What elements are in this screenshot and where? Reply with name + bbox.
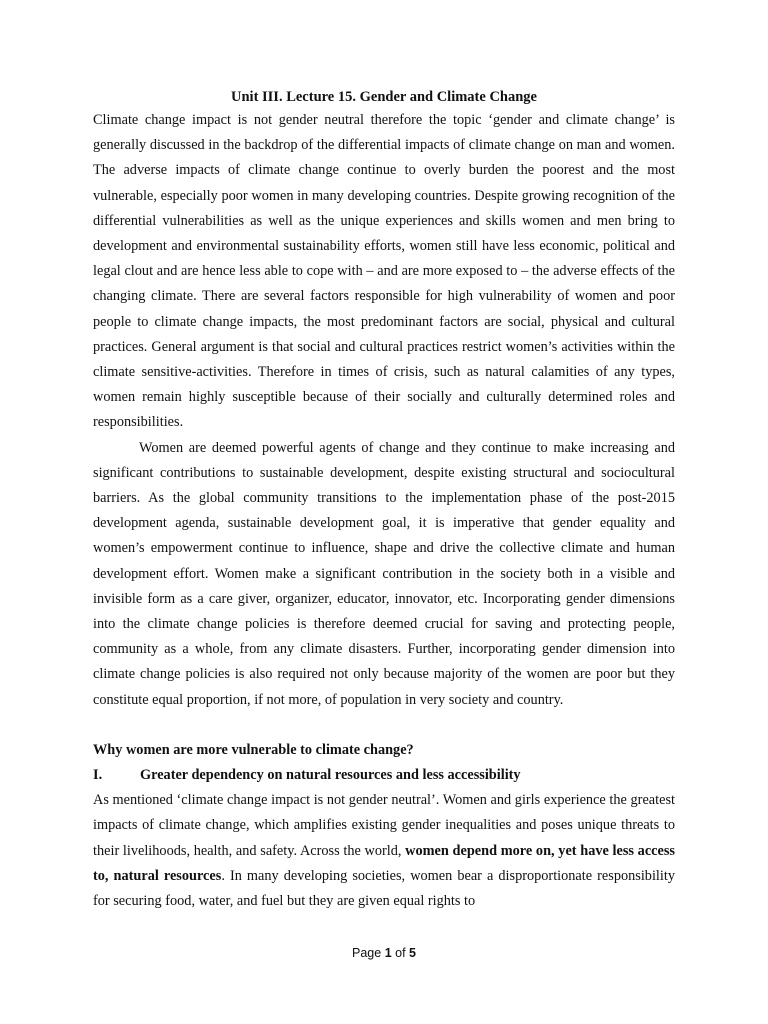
subsection-heading bbox=[93, 763, 675, 788]
section-heading: Why women are more vulnerable to climate change? bbox=[93, 741, 414, 758]
paragraph-agents-of-change: Women are deemed powerful agents of change and they continue to make increasing and significant contributions to sustainable development, despite existing structural and sociocultural barriers. As the global community transitions to the implementation phase of the post-2015 development agenda, sustainable development goal, it is imperative that gender equality and women’s empowerment continue to influence, shape and drive the collective climate and human development effort. Women make a significant contribution in the society both in a visible and invisible form as a care giver, organizer, educator, innovator, etc. Incorporating gender dimensions into the climate change policies is therefore deemed crucial for saving and protecting people, community as a whole, from any climate disasters. Further, incorporating gender dimension into climate change policies is also required not only because majority of the women are poor but they constitute equal proportion, if not more, of population in very society and country. bbox=[93, 439, 675, 708]
document-title: Unit III. Lecture 15. Gender and Climate Change bbox=[231, 89, 537, 105]
page-of: of bbox=[395, 946, 406, 960]
paragraph-spacer bbox=[93, 713, 675, 738]
subsection-title: Greater dependency on natural resources and less accessibility bbox=[140, 767, 521, 784]
paragraph-dependency bbox=[93, 788, 675, 914]
document-page bbox=[93, 86, 675, 914]
paragraph-intro: Climate change impact is not gender neutral therefore the topic ‘gender and climate change’ is generally discussed in the backdrop of the differential impacts of climate change on man and women. The adverse impacts of climate change continue to overly burden the poorest and the most vulnerable, especially poor women in many developing countries. Despite growing recognition of the differential vulnerabilities as well as the unique experiences and skills women and men bring to development and environmental sustainability efforts, women still have less economic, political and legal clout and are hence less able to cope with – and are more exposed to – the adverse effects of the changing climate. There are several factors responsible for high vulnerability of women and poor people to climate change impacts, the most predominant factors are social, physical and cultural practices. General argument is that social and cultural practices restrict women’s activities within the climate sensitive-activities. Therefore in times of crisis, such as natural calamities of any types, women remain highly susceptible because of their socially and culturally determined roles and responsibilities. bbox=[93, 112, 675, 431]
page-label: Page bbox=[352, 946, 382, 960]
page-total: 5 bbox=[409, 946, 416, 960]
paragraph-dependency-part2: . In many developing societies, women bear a disproportionate responsibility for securing food, water, and fuel but they are given equal rights to bbox=[93, 867, 675, 910]
page-footer bbox=[0, 946, 768, 960]
subsection-number: I. bbox=[93, 767, 103, 784]
paragraph-dependency-bold: women depend more on, yet have less access to, natural resources bbox=[93, 842, 675, 884]
page-current: 1 bbox=[384, 946, 392, 960]
paragraph-dependency-part1: As mentioned ‘climate change impact is not gender neutral’. Women and girls experience the greatest impacts of climate change, which amplifies existing gender inequalities and poses unique threats to their livelihoods, health, and safety. Across the world, bbox=[93, 792, 675, 859]
